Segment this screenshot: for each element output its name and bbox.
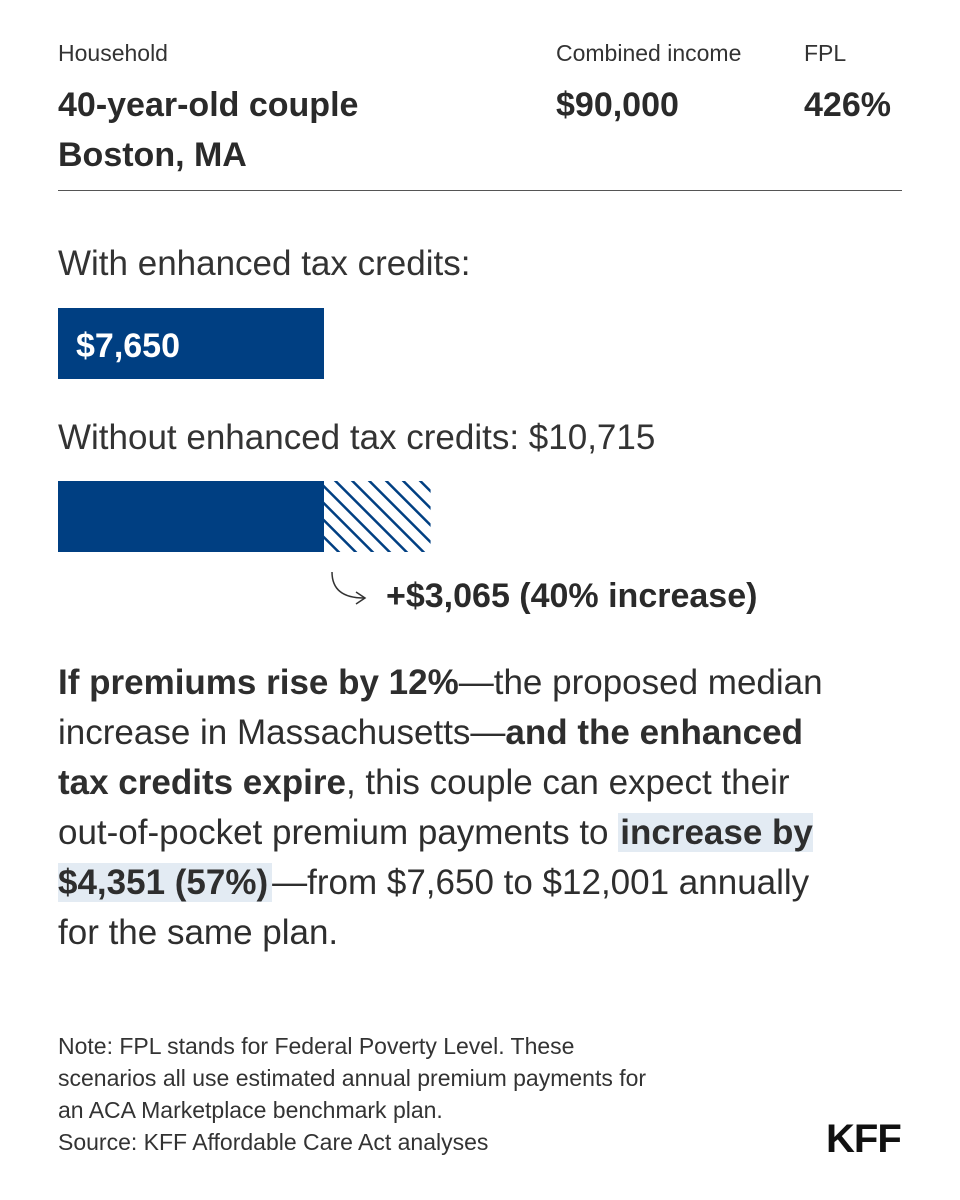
kff-logo: KFF	[826, 1117, 901, 1161]
household-value	[58, 80, 358, 180]
para-expectation: , this couple can expect their out-of-pocket premium payments to	[58, 763, 790, 852]
fpl-value: 426%	[804, 86, 891, 124]
bar-with-credits-label: $7,650	[76, 327, 180, 365]
premium-bar-chart	[0, 300, 960, 630]
bar-without-credits-base	[58, 481, 324, 552]
explanation-paragraph	[58, 658, 858, 958]
increase-label: +$3,065 (40% increase)	[386, 577, 758, 615]
bar-label-without-credits: Without enhanced tax credits: $10,715	[58, 418, 656, 457]
fpl-label: FPL	[804, 40, 847, 66]
para-credits-expire: and the enhanced tax credits expire	[58, 713, 803, 802]
note-block	[58, 1030, 658, 1158]
household-line-2: Boston, MA	[58, 136, 247, 174]
income-value: $90,000	[556, 86, 679, 124]
note-text: Note: FPL stands for Federal Poverty Level. These scenarios all use estimated annual premium payments for an ACA Marketplace benchmark plan.	[58, 1033, 647, 1123]
para-increase-highlight: increase by $4,351 (57%)	[58, 813, 813, 902]
header-divider	[58, 190, 902, 191]
para-from-to: —from $7,650 to $12,001 annually for the same plan.	[58, 863, 810, 952]
bar-label-with-credits: With enhanced tax credits:	[58, 244, 471, 283]
para-premium-rise: If premiums rise by 12%	[58, 663, 459, 702]
para-median-increase: —the proposed median increase in Massachusetts—	[58, 663, 823, 752]
bar-without-credits-increase	[324, 481, 431, 552]
source-text: Source: KFF Affordable Care Act analyses	[58, 1129, 489, 1155]
household-line-1: 40-year-old couple	[58, 86, 359, 124]
income-label: Combined income	[556, 40, 742, 66]
household-label: Household	[58, 40, 168, 66]
